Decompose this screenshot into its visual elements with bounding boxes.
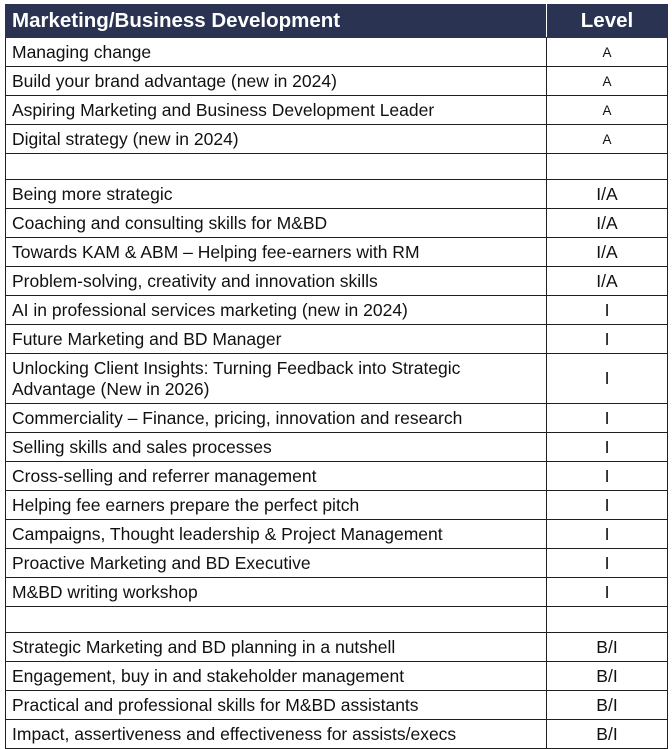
level-cell: A: [547, 96, 668, 125]
course-cell: [6, 607, 547, 633]
course-cell: Aspiring Marketing and Business Development Leader: [6, 96, 547, 125]
course-level-table: [5, 4, 668, 749]
table-row: [6, 238, 668, 267]
table-row: [6, 209, 668, 238]
level-cell: A: [547, 38, 668, 67]
course-cell: Campaigns, Thought leadership & Project Management: [6, 520, 547, 549]
column-header-course: Marketing/Business Development: [6, 5, 547, 38]
level-cell: A: [547, 67, 668, 96]
level-cell: I: [547, 491, 668, 520]
level-cell: [547, 154, 668, 180]
course-cell: [6, 154, 547, 180]
table-row: [6, 691, 668, 720]
table-row: [6, 633, 668, 662]
course-cell: Commerciality – Finance, pricing, innovation and research: [6, 404, 547, 433]
course-cell: Being more strategic: [6, 180, 547, 209]
course-cell: Selling skills and sales processes: [6, 433, 547, 462]
table-row: [6, 325, 668, 354]
level-cell: I: [547, 578, 668, 607]
course-cell: Build your brand advantage (new in 2024): [6, 67, 547, 96]
table-row: [6, 125, 668, 154]
level-cell: I/A: [547, 180, 668, 209]
course-cell: Practical and professional skills for M&BD assistants: [6, 691, 547, 720]
level-cell: I: [547, 433, 668, 462]
course-cell: Managing change: [6, 38, 547, 67]
table-header-row: [6, 5, 668, 38]
course-cell: AI in professional services marketing (new in 2024): [6, 296, 547, 325]
course-cell: Helping fee earners prepare the perfect pitch: [6, 491, 547, 520]
course-cell: Proactive Marketing and BD Executive: [6, 549, 547, 578]
level-cell: B/I: [547, 633, 668, 662]
course-cell: Problem-solving, creativity and innovation skills: [6, 267, 547, 296]
course-cell: Engagement, buy in and stakeholder management: [6, 662, 547, 691]
spacer-row: [6, 154, 668, 180]
level-cell: B/I: [547, 691, 668, 720]
level-cell: I: [547, 296, 668, 325]
table-row: [6, 549, 668, 578]
level-cell: I: [547, 462, 668, 491]
table-row: [6, 433, 668, 462]
course-cell: Cross-selling and referrer management: [6, 462, 547, 491]
course-cell: Future Marketing and BD Manager: [6, 325, 547, 354]
level-cell: I/A: [547, 209, 668, 238]
level-cell: A: [547, 125, 668, 154]
level-cell: I/A: [547, 267, 668, 296]
level-cell: I: [547, 354, 668, 404]
level-cell: [547, 607, 668, 633]
table-row: [6, 354, 668, 404]
table-row: [6, 662, 668, 691]
course-cell: Digital strategy (new in 2024): [6, 125, 547, 154]
level-cell: I: [547, 549, 668, 578]
table-row: [6, 38, 668, 67]
level-cell: B/I: [547, 720, 668, 749]
level-cell: I: [547, 325, 668, 354]
course-cell: M&BD writing workshop: [6, 578, 547, 607]
table-row: [6, 462, 668, 491]
level-cell: B/I: [547, 662, 668, 691]
table-row: [6, 578, 668, 607]
course-cell: Towards KAM & ABM – Helping fee-earners with RM: [6, 238, 547, 267]
course-cell: Coaching and consulting skills for M&BD: [6, 209, 547, 238]
table-row: [6, 267, 668, 296]
table-row: [6, 96, 668, 125]
level-cell: I/A: [547, 238, 668, 267]
course-level-table-container: [5, 4, 667, 744]
table-row: [6, 404, 668, 433]
table-row: [6, 720, 668, 749]
table-row: [6, 67, 668, 96]
level-cell: I: [547, 520, 668, 549]
course-cell: Unlocking Client Insights: Turning Feedback into Strategic Advantage (New in 2026): [6, 354, 547, 404]
level-cell: I: [547, 404, 668, 433]
spacer-row: [6, 607, 668, 633]
table-row: [6, 180, 668, 209]
table-row: [6, 296, 668, 325]
course-cell: Impact, assertiveness and effectiveness for assists/execs: [6, 720, 547, 749]
table-row: [6, 520, 668, 549]
column-header-level: Level: [547, 5, 668, 38]
table-row: [6, 491, 668, 520]
course-cell: Strategic Marketing and BD planning in a nutshell: [6, 633, 547, 662]
